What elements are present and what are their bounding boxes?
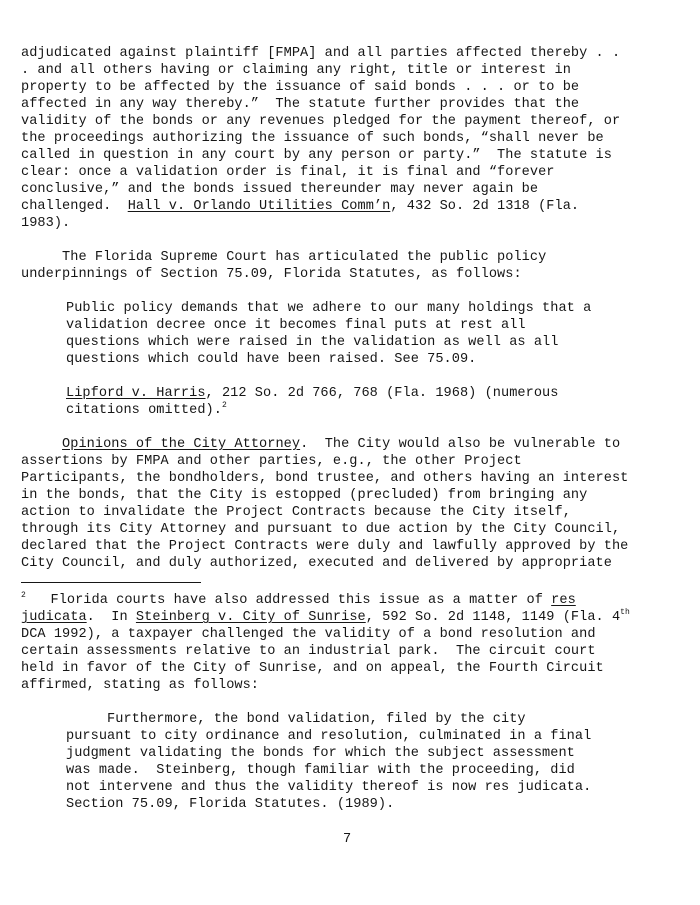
text-line: affected in any way thereby.” The statute further provides that the — [21, 97, 580, 112]
text-line: adjudicated against plaintiff [FMPA] and all parties affected thereby . . — [21, 46, 621, 61]
text-line — [21, 437, 620, 453]
term-res: res — [551, 593, 576, 608]
ordinal-suffix: th — [620, 608, 630, 617]
quote-line: was made. Steinberg, though familiar with the proceeding, did — [66, 763, 575, 778]
quote-line: pursuant to city ordinance and resolution, culminated in a final — [66, 729, 592, 744]
text-line — [66, 386, 558, 402]
text-line: City Council, and duly authorized, executed and delivered by appropriate — [21, 556, 612, 571]
text-line: assertions by FMPA and other parties, e.g., the other Project — [21, 454, 522, 469]
quote-line: Section 75.09, Florida Statutes. (1989). — [66, 797, 395, 812]
text-run: challenged. — [21, 199, 128, 214]
case-citation-lipford: Lipford v. Harris — [66, 386, 206, 401]
text-run — [21, 437, 62, 452]
text-line: 1983). — [21, 216, 71, 231]
text-line: certain assessments relative to an industrial park. The circuit court — [21, 644, 596, 659]
text-line: called in question in any court by any person or party.” The statute is — [21, 148, 612, 163]
quote-line: Public policy demands that we adhere to our many holdings that a — [66, 301, 592, 316]
footnote-reference: 2 — [221, 401, 227, 410]
text-run: . In — [86, 610, 136, 625]
text-line — [21, 593, 576, 609]
text-run: . The City would also be vulnerable to — [300, 437, 621, 452]
text-line — [66, 403, 227, 419]
text-line: in the bonds, that the City is estopped (precluded) from bringing any — [21, 488, 588, 503]
text-line: Participants, the bondholders, bond trustee, and others having an interest — [21, 471, 629, 486]
quote-line: not intervene and thus the validity thereof is now res judicata. — [66, 780, 592, 795]
case-citation-steinberg: Steinberg v. City of Sunrise — [135, 610, 366, 625]
text-line — [21, 610, 630, 626]
quote-line: questions which were raised in the validation as well as all — [66, 335, 559, 350]
text-line: held in favor of the City of Sunrise, and on appeal, the Fourth Circuit — [21, 661, 604, 676]
text-line — [21, 199, 579, 215]
text-line: the proceedings authorizing the issuance of such bonds, “shall never be — [21, 131, 604, 146]
text-line: affirmed, stating as follows: — [21, 678, 260, 693]
text-line: DCA 1992), a taxpayer challenged the validity of a bond resolution and — [21, 627, 596, 642]
section-heading: Opinions of the City Attorney — [62, 437, 301, 452]
text-run: , 212 So. 2d 766, 768 (Fla. 1968) (numerous — [205, 386, 559, 401]
text-line: The Florida Supreme Court has articulated the public policy — [21, 250, 547, 265]
text-line: validity of the bonds or any revenues pledged for the payment thereof, or — [21, 114, 621, 129]
text-run: Florida courts have also addressed this issue as a matter of — [25, 593, 552, 608]
page-number: 7 — [343, 832, 352, 847]
footnote-divider — [21, 582, 201, 583]
text-line: conclusive,” and the bonds issued thereunder may never again be — [21, 182, 539, 197]
text-line: action to invalidate the Project Contracts because the City itself, — [21, 505, 571, 520]
text-line: underpinnings of Section 75.09, Florida Statutes, as follows: — [21, 267, 522, 282]
text-line: . and all others having or claiming any right, title or interest in — [21, 63, 571, 78]
text-line: declared that the Project Contracts were duly and lawfully approved by the — [21, 539, 629, 554]
quote-line: questions which could have been raised. See 75.09. — [66, 352, 477, 367]
quote-line: validation decree once it becomes final puts at rest all — [66, 318, 526, 333]
quote-line: judgment validating the bonds for which the subject assessment — [66, 746, 575, 761]
text-line: property to be affected by the issuance of said bonds . . . or to be — [21, 80, 580, 95]
text-line: clear: once a validation order is final, it is final and “forever — [21, 165, 555, 180]
text-run: , 592 So. 2d 1148, 1149 (Fla. 4 — [365, 610, 621, 625]
text-run: , 432 So. 2d 1318 (Fla. — [390, 199, 580, 214]
term-judicata: judicata — [21, 610, 87, 625]
footnote-marker: 2 — [21, 591, 26, 600]
text-line: through its City Attorney and pursuant to due action by the City Council, — [21, 522, 621, 537]
text-run: citations omitted). — [66, 403, 222, 418]
quote-line: Furthermore, the bond validation, filed by the city — [66, 712, 526, 727]
case-citation-hall: Hall v. Orlando Utilities Comm’n — [127, 199, 391, 214]
